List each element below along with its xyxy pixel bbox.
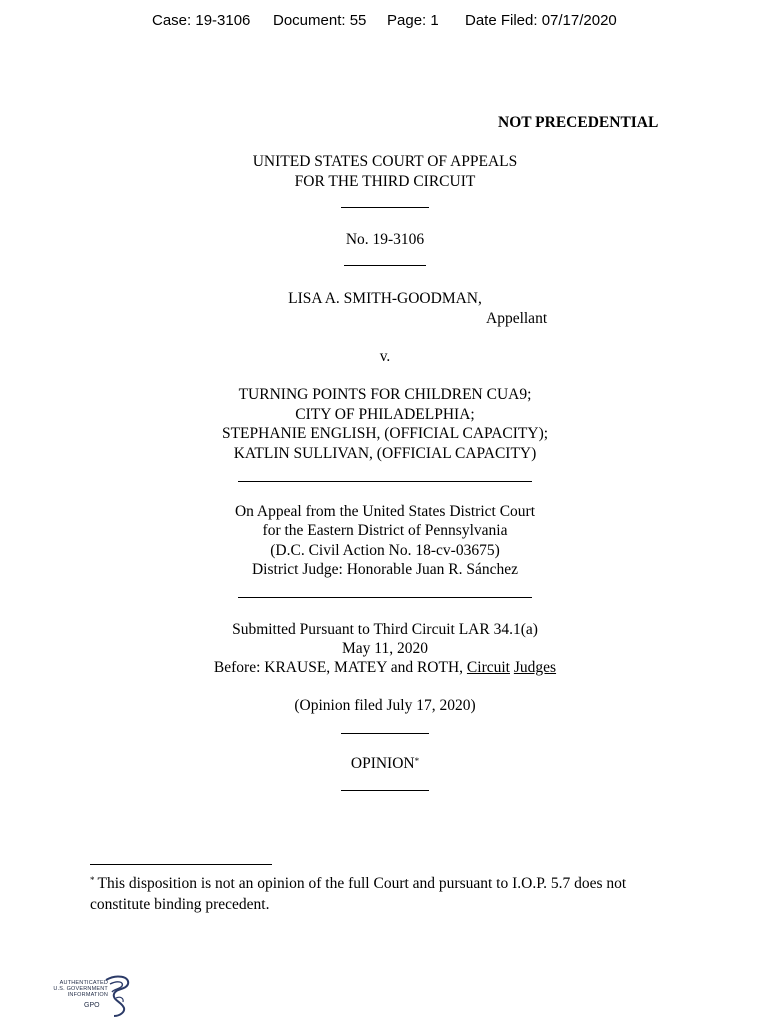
gpo-authenticated-logo [44, 974, 134, 1018]
separator-rule [238, 597, 532, 598]
footnote [90, 874, 670, 915]
appellant-name: LISA A. SMITH-GOODMAN, [288, 290, 482, 307]
versus: v. [379, 348, 391, 365]
separator-rule [341, 207, 429, 208]
opinion-footnote-marker: * [414, 756, 420, 766]
header-document-number: Document: 55 [273, 12, 367, 29]
opinion-filed-date: (Opinion filed July 17, 2020) [294, 697, 476, 714]
circuit-word: Circuit [466, 659, 510, 676]
footnote-marker: * [90, 875, 95, 885]
gpo-logo-line1: AUTHENTICATED [59, 980, 108, 986]
appeal-line3: (D.C. Civil Action No. 18-cv-03675) [270, 542, 500, 559]
opinion-title: OPINION [350, 755, 415, 772]
gpo-logo-line2: U.S. GOVERNMENT [53, 986, 108, 993]
panel-judges: Before: KRAUSE, MATEY and ROTH, [213, 659, 467, 676]
appeal-line4: District Judge: Honorable Juan R. Sánchez [251, 561, 519, 578]
appellant-role: Appellant [486, 310, 548, 327]
separator-rule [341, 733, 429, 734]
appellee-line: STEPHANIE ENGLISH, (OFFICIAL CAPACITY); [221, 425, 549, 442]
separator-rule [341, 790, 429, 791]
judges-word: Judges [513, 659, 557, 676]
opinion-heading [0, 754, 770, 774]
appeal-line2: for the Eastern District of Pennsylvania [262, 522, 508, 539]
footnote-rule [90, 864, 272, 865]
eagle-icon [102, 974, 134, 1018]
precedential-designation: NOT PRECEDENTIAL [498, 114, 659, 131]
separator-rule [344, 265, 426, 266]
appeal-line1: On Appeal from the United States District Court [234, 503, 536, 520]
appellee-line: KATLIN SULLIVAN, (OFFICIAL CAPACITY) [233, 445, 537, 462]
header-date-filed: Date Filed: 07/17/2020 [465, 12, 617, 29]
gpo-logo-line3: INFORMATION [67, 992, 108, 999]
separator-rule [238, 481, 532, 482]
court-name-line2: FOR THE THIRD CIRCUIT [294, 173, 476, 190]
footnote-text: This disposition is not an opinion of the full Court and pursuant to I.O.P. 5.7 does not constitute binding precedent. [90, 875, 627, 913]
docket-number: No. 19-3106 [345, 231, 425, 248]
court-name-line1: UNITED STATES COURT OF APPEALS [252, 153, 518, 170]
header-page-number: Page: 1 [387, 12, 439, 29]
submission-date: May 11, 2020 [342, 640, 428, 657]
gpo-mark: GPO [84, 1002, 100, 1009]
appellee-line: CITY OF PHILADELPHIA; [295, 406, 475, 423]
header-case-number: Case: 19-3106 [152, 12, 251, 29]
panel-line [0, 658, 770, 678]
submission-line: Submitted Pursuant to Third Circuit LAR 34.1(a) [232, 621, 538, 638]
gpo-logo-text [44, 980, 108, 999]
appellee-line: TURNING POINTS FOR CHILDREN CUA9; [238, 386, 532, 403]
